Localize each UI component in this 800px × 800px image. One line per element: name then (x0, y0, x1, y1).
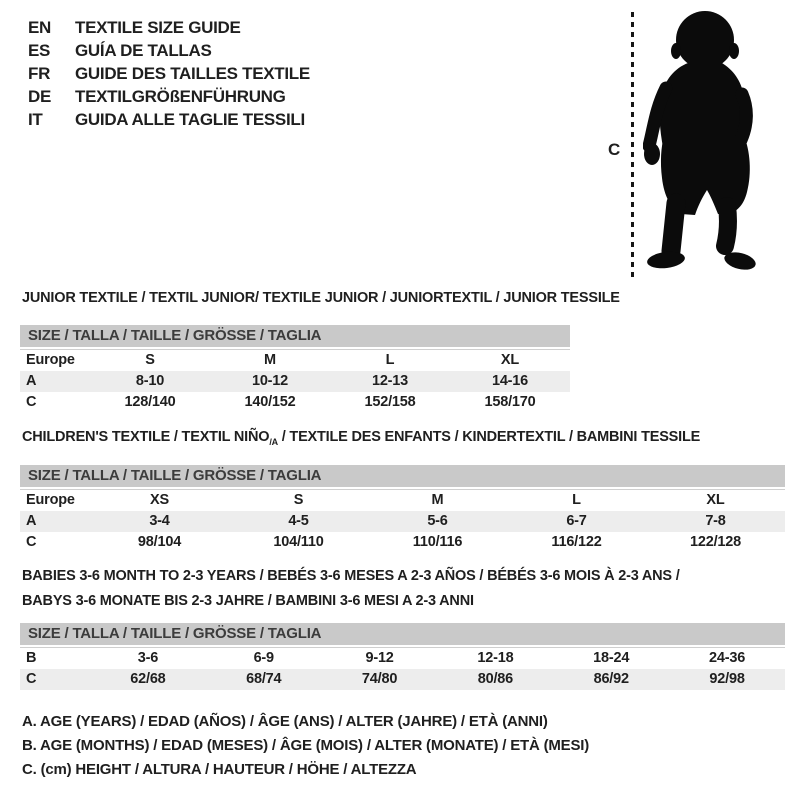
size-header-bar: SIZE / TALLA / TAILLE / GRÖSSE / TAGLIA (20, 325, 570, 347)
size-cell: S (293, 492, 304, 509)
size-cell: 104/110 (273, 534, 324, 551)
size-cell: 12-18 (477, 650, 514, 667)
section-title: BABIES 3-6 MONTH TO 2-3 YEARS / BEBÉS 3-6 MESES A 2-3 AÑOS / BÉBÉS 3-6 MOIS À 2-3 ANS / (22, 568, 680, 584)
row-label: A (26, 513, 37, 530)
size-cell: 62/68 (130, 671, 166, 688)
size-cell: 110/116 (412, 534, 463, 551)
size-table (20, 489, 785, 553)
size-cell: L (572, 492, 581, 509)
size-cell: 18-24 (593, 650, 630, 667)
size-cell: 116/122 (551, 534, 602, 551)
row-label: B (26, 650, 37, 667)
row-label: A (26, 373, 37, 390)
guide-title-es: GUÍA DE TALLAS (75, 40, 212, 60)
language-row-de (28, 85, 310, 108)
language-title-list (28, 16, 310, 131)
height-dashed-line-icon (631, 12, 634, 279)
size-cell: 152/158 (364, 394, 416, 411)
size-cell: L (385, 352, 395, 369)
size-cell: 68/74 (246, 671, 282, 688)
legend-notes (22, 710, 589, 782)
section-title: JUNIOR TEXTILE / TEXTIL JUNIOR/ TEXTILE JUNIOR / JUNIORTEXTIL / JUNIOR TESSILE (22, 290, 620, 306)
size-cell: 14-16 (491, 373, 529, 390)
size-cell: XL (706, 492, 725, 509)
size-cell: 6-7 (566, 513, 587, 530)
size-cell: XL (500, 352, 520, 369)
table-row (20, 532, 785, 553)
language-code: EN (28, 17, 52, 37)
row-label: Europe (26, 492, 75, 509)
language-row-fr (28, 62, 310, 85)
section-title: CHILDREN'S TEXTILE / TEXTIL $NIÑO_{/A}$ / TEXTILE DES ENFANTS / KINDERTEXTIL / BAMBINI TESSILE (22, 429, 701, 447)
note-height-cm: C. (cm) HEIGHT / ALTURA / HAUTEUR / HÖHE / ALTEZZA (22, 761, 417, 778)
size-cell: 98/104 (137, 534, 182, 551)
size-cell: 74/80 (361, 671, 398, 688)
language-row-es (28, 39, 310, 62)
size-cell: 12-13 (371, 373, 409, 390)
table-row (20, 490, 785, 511)
language-code: IT (28, 109, 43, 129)
section-title-line2: BABYS 3-6 MONATE BIS 2-3 JAHRE / BAMBINI 3-6 MESI A 2-3 ANNI (22, 592, 474, 609)
table-row (20, 350, 570, 371)
size-cell: 3-4 (149, 513, 170, 530)
table-row (20, 371, 570, 392)
language-code: ES (28, 40, 51, 60)
size-table (20, 349, 570, 413)
size-cell: 140/152 (244, 394, 296, 411)
guide-title-de: TEXTILGRÖßENFÜHRUNG (75, 86, 286, 106)
language-code: DE (28, 86, 52, 106)
table-row (20, 648, 785, 669)
size-cell: M (431, 492, 444, 509)
size-table (20, 647, 785, 690)
size-header-bar: SIZE / TALLA / TAILLE / GRÖSSE / TAGLIA (20, 465, 785, 487)
table-row (20, 392, 570, 413)
childrens-textile-section (20, 427, 785, 553)
size-header-bar: SIZE / TALLA / TAILLE / GRÖSSE / TAGLIA (20, 623, 785, 645)
guide-title-en: TEXTILE SIZE GUIDE (75, 17, 241, 37)
size-cell: 8-10 (135, 373, 165, 390)
size-cell: 122/128 (689, 534, 741, 551)
table-row (20, 669, 785, 690)
babies-textile-section (20, 566, 785, 690)
size-cell: 80/86 (477, 671, 514, 688)
size-cell: 4-5 (288, 513, 309, 530)
size-cell: 24-36 (709, 650, 746, 667)
size-cell: 92/98 (709, 671, 745, 688)
language-row-en (28, 16, 310, 39)
language-row-it (28, 108, 310, 131)
size-cell: S (145, 352, 155, 369)
toddler-figure (600, 0, 800, 292)
size-cell: 6-9 (253, 650, 274, 667)
toddler-silhouette-icon (643, 8, 758, 274)
guide-title-it: GUIDA ALLE TAGLIE TESSILI (75, 109, 305, 129)
size-cell: 86/92 (593, 671, 629, 688)
row-label: C (26, 671, 37, 688)
size-cell: XS (150, 492, 169, 509)
size-cell: 3-6 (137, 650, 159, 667)
size-cell: 10-12 (251, 373, 289, 390)
row-label: C (26, 534, 37, 551)
size-cell: M (264, 352, 276, 369)
height-measure-label: C (608, 140, 621, 159)
size-cell: 7-8 (705, 513, 726, 530)
note-age-months: B. AGE (MONTHS) / EDAD (MESES) / ÂGE (MOIS) / ALTER (MONATE) / ETÀ (MESI) (22, 737, 590, 754)
size-cell: 158/170 (484, 394, 536, 411)
language-code: FR (28, 63, 51, 83)
size-cell: 9-12 (365, 650, 394, 667)
row-label: C (26, 394, 37, 411)
size-cell: 128/140 (124, 394, 176, 411)
row-label: Europe (26, 352, 75, 369)
table-row (20, 511, 785, 532)
size-cell: 5-6 (427, 513, 448, 530)
junior-textile-section (20, 288, 620, 413)
guide-title-fr: GUIDE DES TAILLES TEXTILE (75, 63, 310, 83)
note-age-years: A. AGE (YEARS) / EDAD (AÑOS) / ÂGE (ANS) / ALTER (JAHRE) / ETÀ (ANNI) (22, 713, 548, 730)
